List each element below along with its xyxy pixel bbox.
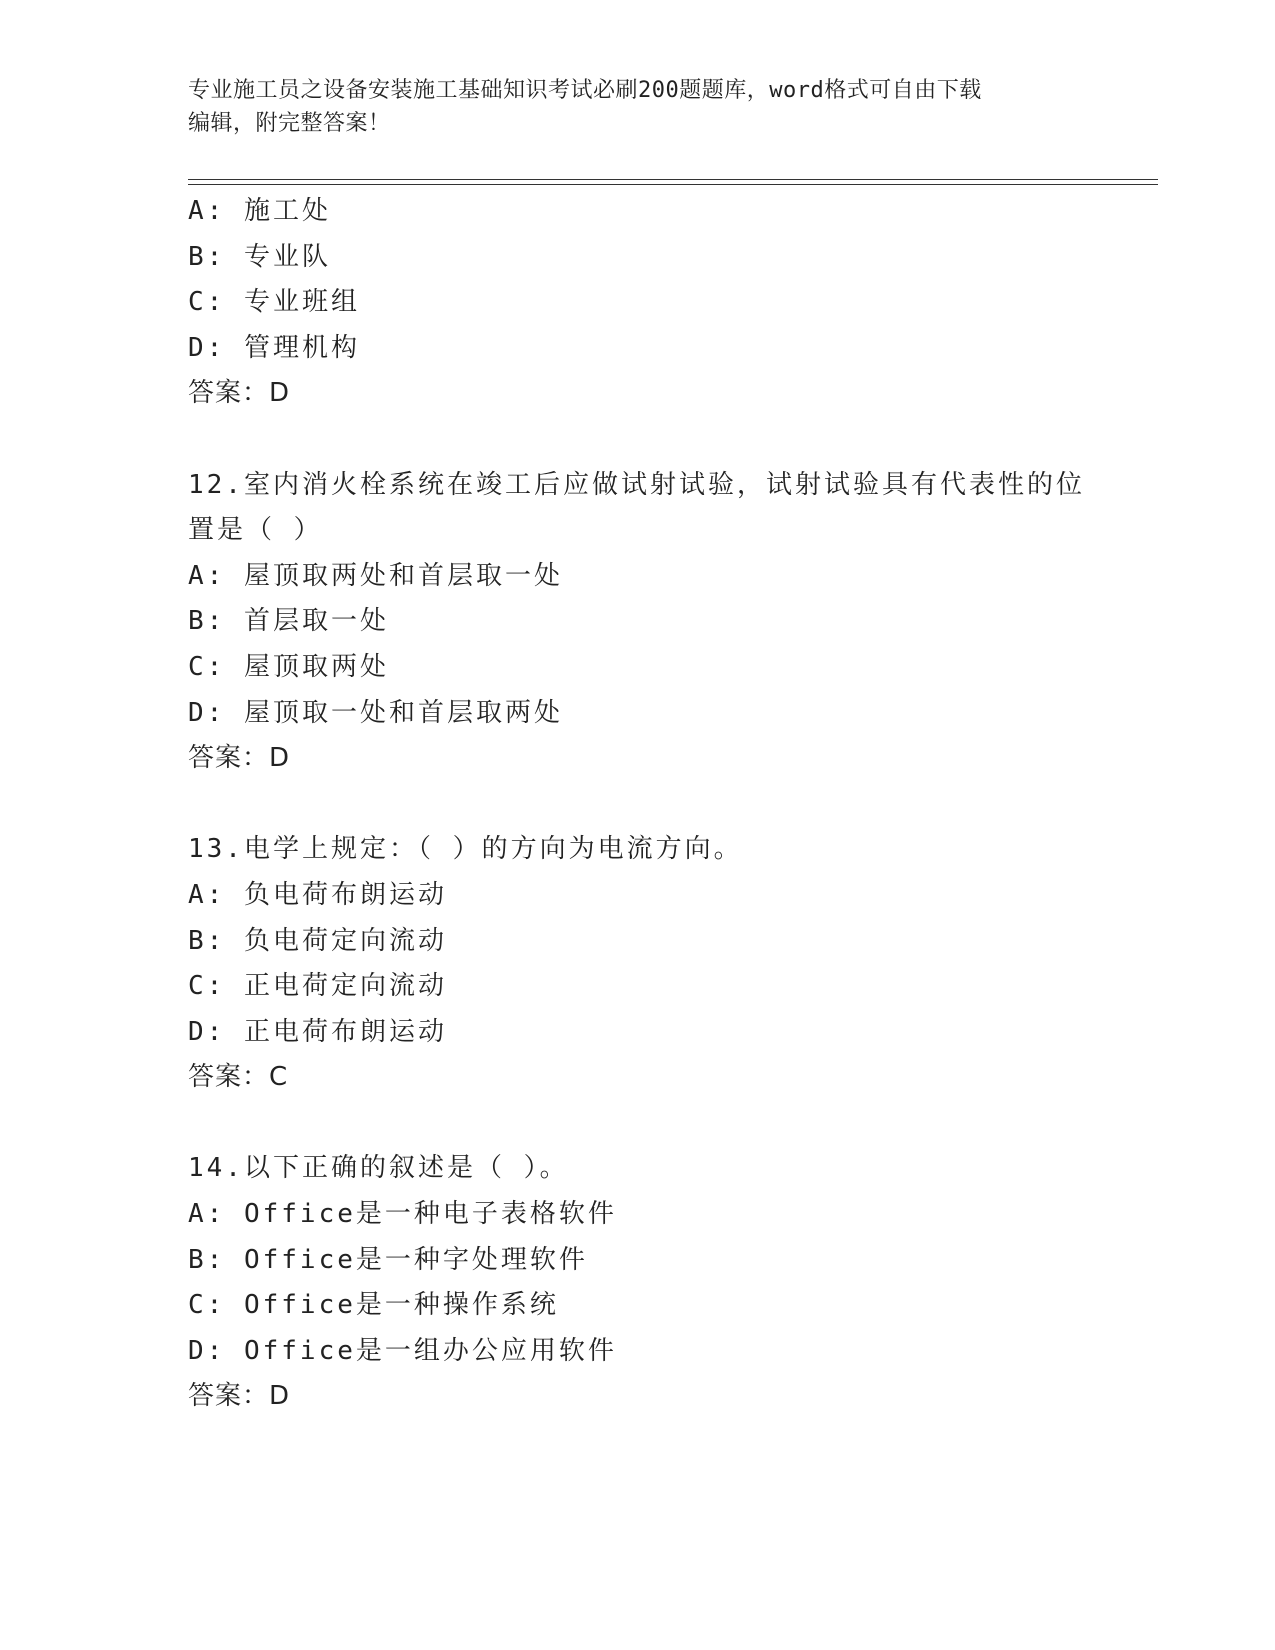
option-a: A: 负电荷布朗运动 [188, 879, 447, 910]
answer-line: 答案：C [188, 1062, 289, 1093]
question-14 [188, 1146, 1088, 1420]
question-spacer [188, 417, 1088, 463]
question-spacer [188, 1101, 1088, 1147]
option-b: B: 专业队 [188, 241, 331, 272]
option-d: D: 屋顶取一处和首层取两处 [188, 697, 563, 728]
answer-line: 答案：D [188, 743, 291, 774]
answer-line: 答案：D [188, 378, 291, 409]
option-b: B: 负电荷定向流动 [188, 925, 447, 956]
option-c: C: Office是一种操作系统 [188, 1290, 559, 1321]
option-a: A: 施工处 [188, 196, 331, 226]
question-12 [188, 463, 1088, 782]
header-divider-top [188, 179, 1158, 180]
answer-line: 答案：D [188, 1381, 291, 1412]
option-a: A: 屋顶取两处和首层取一处 [188, 560, 563, 591]
question-stem: 12.室内消火栓系统在竣工后应做试射试验，试射试验具有代表性的位 [188, 469, 1085, 500]
header-title-line-2: 编辑，附完整答案！ [188, 111, 391, 136]
question-spacer [188, 782, 1088, 828]
question-11 [188, 189, 1088, 417]
option-d: D: 管理机构 [188, 332, 360, 363]
question-13 [188, 827, 1088, 1101]
option-c: C: 正电荷定向流动 [188, 971, 447, 1002]
option-d: D: Office是一组办公应用软件 [188, 1335, 617, 1366]
header-title-line-1: 专业施工员之设备安装施工基础知识考试必刷200题题库，word格式可自由下载 [188, 78, 982, 103]
question-stem-continued: 置是（ ） [188, 515, 323, 546]
option-c: C: 屋顶取两处 [188, 651, 389, 682]
option-b: B: 首层取一处 [188, 606, 389, 637]
question-stem: 14.以下正确的叙述是（ ）。 [188, 1153, 569, 1184]
question-list [188, 189, 1088, 1420]
header-divider-bottom [188, 184, 1158, 185]
option-a: A: Office是一种电子表格软件 [188, 1199, 617, 1230]
option-c: C: 专业班组 [188, 287, 360, 318]
question-stem: 13.电学上规定：（ ）的方向为电流方向。 [188, 834, 743, 865]
option-d: D: 正电荷布朗运动 [188, 1016, 447, 1047]
option-b: B: Office是一种字处理软件 [188, 1244, 588, 1275]
document-header [188, 74, 1088, 140]
